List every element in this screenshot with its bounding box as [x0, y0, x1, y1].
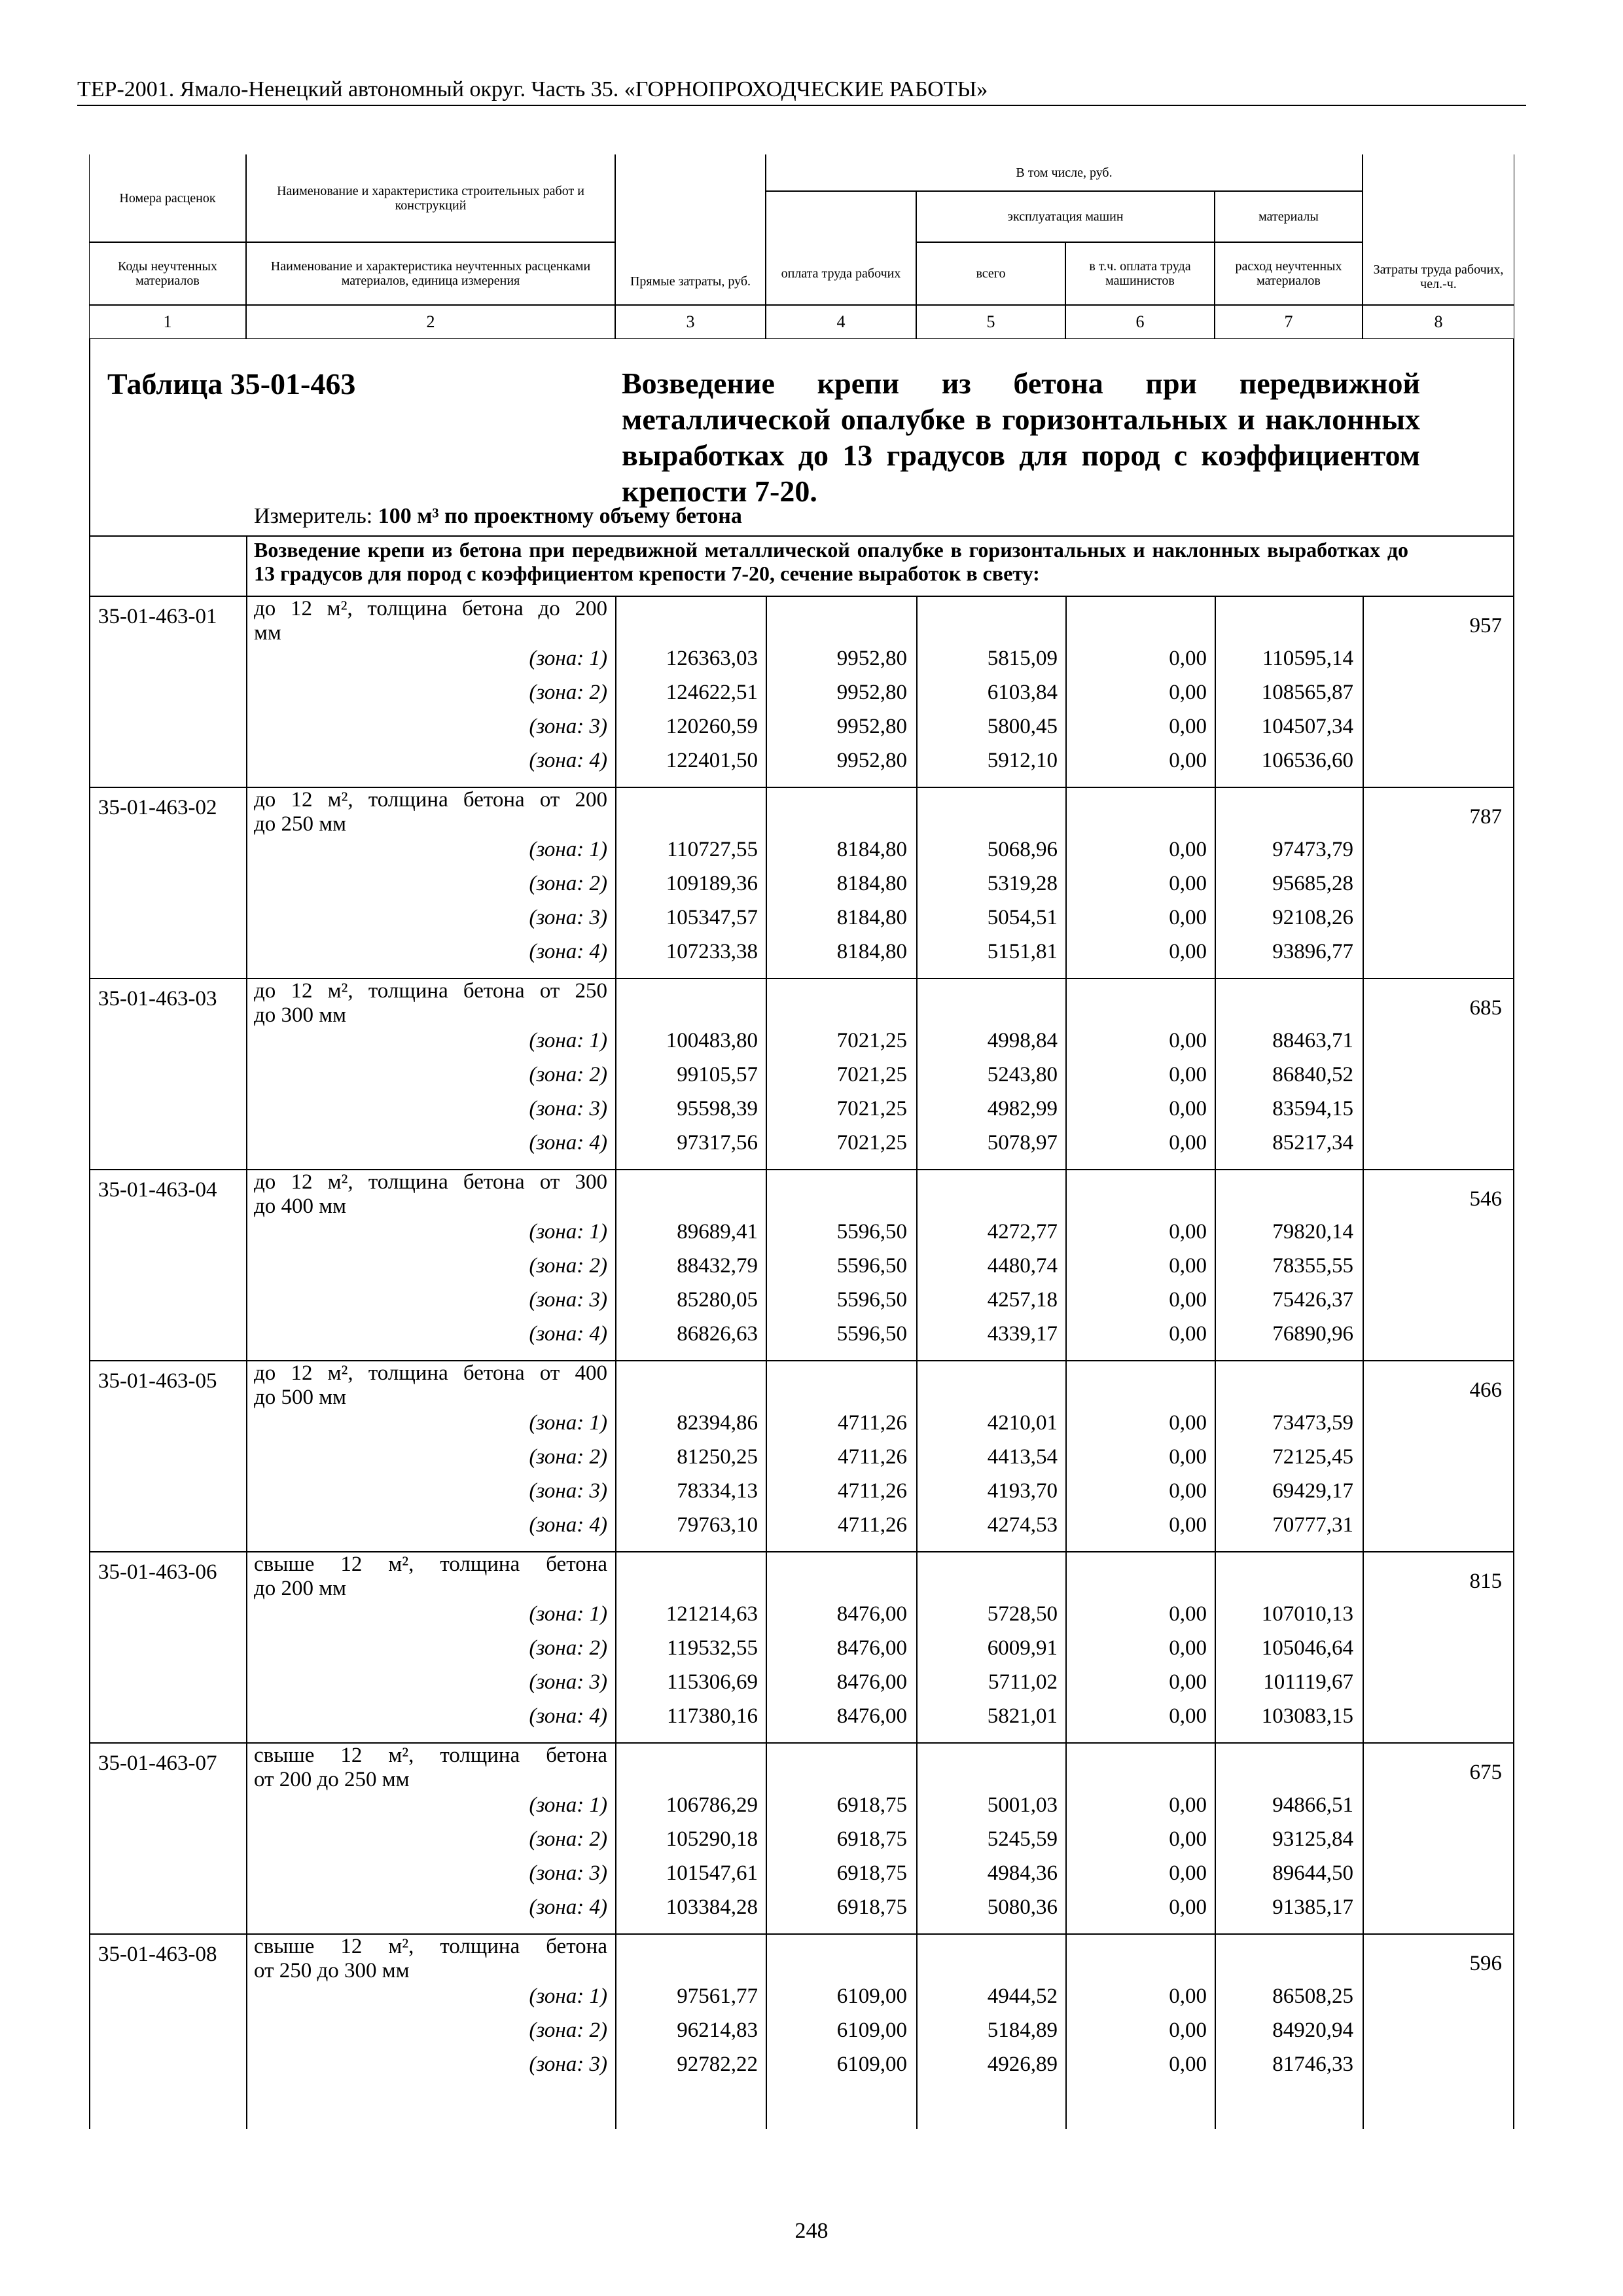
zone-label: (зона: 2) [529, 1254, 607, 1278]
worker-wages: 7021,25 [836, 1097, 907, 1121]
operator-wages: 0,00 [1169, 1984, 1207, 2008]
machine-cost: 4257,18 [987, 1288, 1058, 1312]
worker-wages: 8184,80 [836, 906, 907, 929]
materials-cost: 110595,14 [1262, 647, 1353, 670]
col-number-6: 6 [1065, 305, 1215, 339]
materials-cost: 75426,37 [1272, 1288, 1353, 1312]
operator-wages: 0,00 [1169, 1513, 1207, 1537]
operator-wages: 0,00 [1169, 1602, 1207, 1626]
operator-wages: 0,00 [1169, 749, 1207, 772]
labor-cost: 685 [1469, 996, 1502, 1020]
worker-wages: 5596,50 [836, 1220, 907, 1244]
machine-cost: 5711,02 [988, 1670, 1058, 1694]
materials-cost: 89644,50 [1272, 1861, 1353, 1885]
direct-cost: 97317,56 [677, 1131, 758, 1155]
machine-cost: 4193,70 [987, 1479, 1058, 1503]
machine-cost: 4982,99 [987, 1097, 1058, 1121]
direct-cost: 124622,51 [666, 681, 758, 704]
worker-wages: 8476,00 [836, 1636, 907, 1660]
materials-cost: 88463,71 [1272, 1029, 1353, 1052]
zone-label: (зона: 3) [529, 2053, 607, 2076]
labor-cost: 815 [1469, 1570, 1502, 1593]
zone-label: (зона: 4) [529, 940, 607, 963]
direct-cost: 105347,57 [666, 906, 758, 929]
operator-wages: 0,00 [1169, 1793, 1207, 1817]
labor-cost: 466 [1469, 1378, 1502, 1402]
materials-cost: 108565,87 [1261, 681, 1353, 704]
header-including: В том числе, руб. [766, 154, 1363, 191]
worker-wages: 6918,75 [836, 1895, 907, 1919]
operator-wages: 0,00 [1169, 1220, 1207, 1244]
page-number: 248 [794, 2219, 829, 2243]
zone-label: (зона: 1) [529, 1984, 607, 2008]
materials-cost: 97473,79 [1272, 838, 1353, 861]
labor-cost: 787 [1469, 805, 1502, 829]
worker-wages: 4711,26 [837, 1513, 907, 1537]
direct-cost: 106786,29 [666, 1793, 758, 1817]
labor-cost: 957 [1469, 614, 1502, 637]
operator-wages: 0,00 [1169, 1131, 1207, 1155]
materials-cost: 101119,67 [1263, 1670, 1353, 1694]
col-number-7: 7 [1215, 305, 1363, 339]
direct-cost: 109189,36 [666, 872, 758, 895]
machine-cost: 4210,01 [987, 1411, 1058, 1435]
operator-wages: 0,00 [1169, 1670, 1207, 1694]
zone-label: (зона: 4) [529, 1513, 607, 1537]
running-header: ТЕР-2001. Ямало-Ненецкий автономный округ. Часть 35. «ГОРНОПРОХОДЧЕСКИЕ РАБОТЫ» [77, 77, 988, 101]
machine-cost: 5184,89 [987, 2018, 1058, 2042]
description-line: до 12 м², толщина бетона от 400 [254, 1361, 607, 1385]
direct-cost: 101547,61 [666, 1861, 758, 1885]
materials-cost: 72125,45 [1272, 1445, 1353, 1469]
worker-wages: 5596,50 [836, 1288, 907, 1312]
zone-label: (зона: 4) [529, 1131, 607, 1155]
direct-cost: 103384,28 [666, 1895, 758, 1919]
col-number-8: 8 [1363, 305, 1514, 339]
direct-cost: 99105,57 [677, 1063, 758, 1086]
worker-wages: 6109,00 [836, 1984, 907, 2008]
machine-cost: 6103,84 [987, 681, 1058, 704]
materials-cost: 81746,33 [1272, 2053, 1353, 2076]
worker-wages: 8476,00 [836, 1704, 907, 1728]
machine-cost: 5800,45 [987, 715, 1058, 738]
zone-label: (зона: 2) [529, 1445, 607, 1469]
zone-label: (зона: 1) [529, 647, 607, 670]
operator-wages: 0,00 [1169, 1097, 1207, 1121]
subheading-divider [246, 535, 247, 596]
col-number-1: 1 [89, 305, 246, 339]
labor-cost: 675 [1469, 1761, 1502, 1784]
worker-wages: 6918,75 [836, 1793, 907, 1817]
description-line: до 12 м², толщина бетона от 250 [254, 979, 607, 1003]
work-description [254, 1170, 607, 1219]
work-description [254, 1935, 607, 1983]
materials-cost: 79820,14 [1272, 1220, 1353, 1244]
machine-cost: 5054,51 [987, 906, 1058, 929]
worker-wages: 9952,80 [836, 749, 907, 772]
materials-cost: 106536,60 [1261, 749, 1353, 772]
rate-code: 35-01-463-07 [98, 1751, 217, 1775]
description-line: до 250 мм [254, 812, 347, 836]
worker-wages: 4711,26 [837, 1479, 907, 1503]
rate-code: 35-01-463-03 [98, 987, 217, 1011]
zone-label: (зона: 3) [529, 1288, 607, 1312]
machine-cost: 5001,03 [987, 1793, 1058, 1817]
zone-label: (зона: 1) [529, 1793, 607, 1817]
rate-code: 35-01-463-08 [98, 1943, 217, 1966]
direct-cost: 78334,13 [677, 1479, 758, 1503]
rate-code: 35-01-463-06 [98, 1560, 217, 1584]
operator-wages: 0,00 [1169, 1063, 1207, 1086]
direct-cost: 110727,55 [666, 838, 758, 861]
direct-cost: 119532,55 [666, 1636, 758, 1660]
operator-wages: 0,00 [1169, 681, 1207, 704]
worker-wages: 9952,80 [836, 715, 907, 738]
direct-cost: 96214,83 [677, 2018, 758, 2042]
description-line: до 12 м², толщина бетона до 200 [254, 597, 607, 620]
direct-cost: 105290,18 [666, 1827, 758, 1851]
work-description [254, 1744, 607, 1792]
rate-code: 35-01-463-04 [98, 1178, 217, 1202]
direct-cost: 89689,41 [677, 1220, 758, 1244]
zone-label: (зона: 3) [529, 906, 607, 929]
materials-cost: 92108,26 [1272, 906, 1353, 929]
col-number-2: 2 [246, 305, 615, 339]
header-col1-bottom: Коды неучтенных материалов [89, 242, 246, 305]
measure-label: Измеритель: [254, 504, 373, 528]
operator-wages: 0,00 [1169, 1445, 1207, 1469]
header-col2-top: Наименование и характеристика строительных работ и конструкций [246, 154, 615, 242]
machine-cost: 4926,89 [987, 2053, 1058, 2076]
zone-label: (зона: 2) [529, 1827, 607, 1851]
measure [254, 504, 742, 529]
materials-cost: 83594,15 [1272, 1097, 1353, 1121]
materials-cost: 94866,51 [1272, 1793, 1353, 1817]
operator-wages: 0,00 [1169, 1322, 1207, 1346]
materials-cost: 103083,15 [1261, 1704, 1353, 1728]
worker-wages: 6918,75 [836, 1861, 907, 1885]
zone-label: (зона: 3) [529, 715, 607, 738]
zone-label: (зона: 1) [529, 1029, 607, 1052]
description-line: от 250 до 300 мм [254, 1959, 410, 1982]
description-line: свыше 12 м², толщина бетона [254, 1552, 607, 1576]
machine-cost: 5243,80 [987, 1063, 1058, 1086]
direct-cost: 92782,22 [677, 2053, 758, 2076]
work-description [254, 979, 607, 1028]
zone-label: (зона: 2) [529, 1636, 607, 1660]
materials-cost: 85217,34 [1272, 1131, 1353, 1155]
title-separator [89, 535, 1514, 537]
worker-wages: 8476,00 [836, 1670, 907, 1694]
zone-label: (зона: 4) [529, 1704, 607, 1728]
zone-label: (зона: 4) [529, 749, 607, 772]
operator-wages: 0,00 [1169, 872, 1207, 895]
zone-label: (зона: 3) [529, 1670, 607, 1694]
materials-cost: 104507,34 [1261, 715, 1353, 738]
operator-wages: 0,00 [1169, 1479, 1207, 1503]
header-col3: Прямые затраты, руб. [615, 154, 766, 305]
machine-cost: 6009,91 [987, 1636, 1058, 1660]
column-rule [246, 596, 247, 2129]
worker-wages: 7021,25 [836, 1029, 907, 1052]
header-col5: всего [916, 242, 1065, 305]
header-col6: в т.ч. оплата труда машинистов [1065, 242, 1215, 305]
direct-cost: 86826,63 [677, 1322, 758, 1346]
direct-cost: 115306,69 [666, 1670, 758, 1694]
header-col8: Затраты труда рабочих, чел.-ч. [1363, 154, 1514, 305]
machine-cost: 5319,28 [987, 872, 1058, 895]
column-rule [1363, 596, 1364, 2129]
operator-wages: 0,00 [1169, 647, 1207, 670]
description-line: до 400 мм [254, 1194, 347, 1218]
work-description [254, 1361, 607, 1410]
direct-cost: 120260,59 [666, 715, 758, 738]
direct-cost: 82394,86 [677, 1411, 758, 1435]
operator-wages: 0,00 [1169, 1029, 1207, 1052]
direct-cost: 126363,03 [666, 647, 758, 670]
zone-label: (зона: 2) [529, 872, 607, 895]
header-col1-top: Номера расценок [89, 154, 246, 242]
direct-cost: 107233,38 [666, 940, 758, 963]
worker-wages: 8184,80 [836, 940, 907, 963]
operator-wages: 0,00 [1169, 838, 1207, 861]
rate-code: 35-01-463-05 [98, 1369, 217, 1393]
direct-cost: 97561,77 [677, 1984, 758, 2008]
worker-wages: 6109,00 [836, 2053, 907, 2076]
operator-wages: 0,00 [1169, 1704, 1207, 1728]
machine-cost: 5151,81 [987, 940, 1058, 963]
operator-wages: 0,00 [1169, 1254, 1207, 1278]
zone-label: (зона: 4) [529, 1322, 607, 1346]
description-line: свыше 12 м², толщина бетона [254, 1935, 607, 1958]
worker-wages: 9952,80 [836, 647, 907, 670]
direct-cost: 122401,50 [666, 749, 758, 772]
direct-cost: 85280,05 [677, 1288, 758, 1312]
materials-cost: 93896,77 [1272, 940, 1353, 963]
machine-cost: 4413,54 [987, 1445, 1058, 1469]
description-line: до 300 мм [254, 1003, 347, 1027]
direct-cost: 79763,10 [677, 1513, 758, 1537]
operator-wages: 0,00 [1169, 715, 1207, 738]
operator-wages: 0,00 [1169, 1288, 1207, 1312]
machine-cost: 5815,09 [987, 647, 1058, 670]
description-line: до 12 м², толщина бетона от 300 [254, 1170, 607, 1194]
materials-cost: 105046,64 [1261, 1636, 1353, 1660]
operator-wages: 0,00 [1169, 1827, 1207, 1851]
materials-cost: 93125,84 [1272, 1827, 1353, 1851]
zone-label: (зона: 3) [529, 1479, 607, 1503]
direct-cost: 121214,63 [666, 1602, 758, 1626]
machine-cost: 4272,77 [987, 1220, 1058, 1244]
machine-cost: 4339,17 [987, 1322, 1058, 1346]
col-number-4: 4 [766, 305, 916, 339]
worker-wages: 7021,25 [836, 1131, 907, 1155]
worker-wages: 4711,26 [837, 1445, 907, 1469]
machine-cost: 5078,97 [987, 1131, 1058, 1155]
operator-wages: 0,00 [1169, 2018, 1207, 2042]
machine-cost: 4998,84 [987, 1029, 1058, 1052]
machine-cost: 5728,50 [987, 1602, 1058, 1626]
materials-cost: 86840,52 [1272, 1063, 1353, 1086]
worker-wages: 7021,25 [836, 1063, 907, 1086]
work-description [254, 788, 607, 836]
description-line: до 12 м², толщина бетона от 200 [254, 788, 607, 812]
operator-wages: 0,00 [1169, 1895, 1207, 1919]
col-number-5: 5 [916, 305, 1065, 339]
machine-cost: 4480,74 [987, 1254, 1058, 1278]
section-subheading: Возведение крепи из бетона при передвижной металлической опалубке в горизонтальных и наклонных выработках до 13 градусов для пород с коэффициентом крепости 7-20, сечение выработок в свету: [254, 538, 1408, 585]
header-col7: расход неучтенных материалов [1215, 242, 1363, 305]
labor-cost: 596 [1469, 1952, 1502, 1975]
worker-wages: 9952,80 [836, 681, 907, 704]
machine-cost: 5080,36 [987, 1895, 1058, 1919]
worker-wages: 4711,26 [837, 1411, 907, 1435]
zone-label: (зона: 3) [529, 1861, 607, 1885]
materials-cost: 69429,17 [1272, 1479, 1353, 1503]
materials-cost: 73473,59 [1272, 1411, 1353, 1435]
worker-wages: 6918,75 [836, 1827, 907, 1851]
machine-cost: 4984,36 [987, 1861, 1058, 1885]
zone-label: (зона: 2) [529, 1063, 607, 1086]
operator-wages: 0,00 [1169, 940, 1207, 963]
zone-label: (зона: 2) [529, 681, 607, 704]
direct-cost: 117380,16 [666, 1704, 758, 1728]
work-description [254, 597, 607, 645]
header-rule [77, 105, 1526, 106]
materials-cost: 86508,25 [1272, 1984, 1353, 2008]
direct-cost: 95598,39 [677, 1097, 758, 1121]
worker-wages: 8184,80 [836, 838, 907, 861]
materials-cost: 91385,17 [1272, 1895, 1353, 1919]
zone-label: (зона: 1) [529, 1411, 607, 1435]
measure-value: 100 м³ по проектному объему бетона [378, 504, 742, 528]
worker-wages: 8184,80 [836, 872, 907, 895]
zone-label: (зона: 3) [529, 1097, 607, 1121]
header-materials: материалы [1215, 191, 1363, 242]
header-col4-spacer [766, 191, 916, 245]
zone-label: (зона: 1) [529, 838, 607, 861]
col-number-3: 3 [615, 305, 766, 339]
zone-label: (зона: 4) [529, 1895, 607, 1919]
materials-cost: 95685,28 [1272, 872, 1353, 895]
machine-cost: 4274,53 [987, 1513, 1058, 1537]
zone-label: (зона: 1) [529, 1602, 607, 1626]
header-machines: эксплуатация машин [916, 191, 1215, 242]
materials-cost: 107010,13 [1261, 1602, 1353, 1626]
description-line: до 200 мм [254, 1577, 347, 1600]
labor-cost: 546 [1469, 1187, 1502, 1211]
table-title: Таблица 35-01-463 [107, 367, 356, 401]
materials-cost: 70777,31 [1272, 1513, 1353, 1537]
zone-label: (зона: 1) [529, 1220, 607, 1244]
work-description [254, 1552, 607, 1601]
rate-code: 35-01-463-01 [98, 605, 217, 628]
description-line: свыше 12 м², толщина бетона [254, 1744, 607, 1767]
machine-cost: 5912,10 [987, 749, 1058, 772]
header-col4: оплата труда рабочих [766, 242, 916, 305]
materials-cost: 78355,55 [1272, 1254, 1353, 1278]
zone-label: (зона: 2) [529, 2018, 607, 2042]
machine-cost: 5245,59 [987, 1827, 1058, 1851]
operator-wages: 0,00 [1169, 1411, 1207, 1435]
description-line: мм [254, 621, 281, 645]
worker-wages: 5596,50 [836, 1254, 907, 1278]
direct-cost: 88432,79 [677, 1254, 758, 1278]
header-col2-bottom: Наименование и характеристика неучтенных расценками материалов, единица измерения [246, 242, 615, 305]
worker-wages: 8476,00 [836, 1602, 907, 1626]
table-caption: Возведение крепи из бетона при передвижной металлической опалубке в горизонтальных и наклонных выработках до 13 градусов для пород с коэффициентом крепости 7-20. [622, 367, 1420, 508]
materials-cost: 84920,94 [1272, 2018, 1353, 2042]
rate-code: 35-01-463-02 [98, 796, 217, 819]
machine-cost: 5821,01 [987, 1704, 1058, 1728]
operator-wages: 0,00 [1169, 1636, 1207, 1660]
worker-wages: 6109,00 [836, 2018, 907, 2042]
description-line: до 500 мм [254, 1386, 347, 1409]
operator-wages: 0,00 [1169, 1861, 1207, 1885]
machine-cost: 4944,52 [987, 1984, 1058, 2008]
operator-wages: 0,00 [1169, 2053, 1207, 2076]
operator-wages: 0,00 [1169, 906, 1207, 929]
materials-cost: 76890,96 [1272, 1322, 1353, 1346]
direct-cost: 100483,80 [666, 1029, 758, 1052]
machine-cost: 5068,96 [987, 838, 1058, 861]
worker-wages: 5596,50 [836, 1322, 907, 1346]
direct-cost: 81250,25 [677, 1445, 758, 1469]
description-line: от 200 до 250 мм [254, 1768, 410, 1791]
